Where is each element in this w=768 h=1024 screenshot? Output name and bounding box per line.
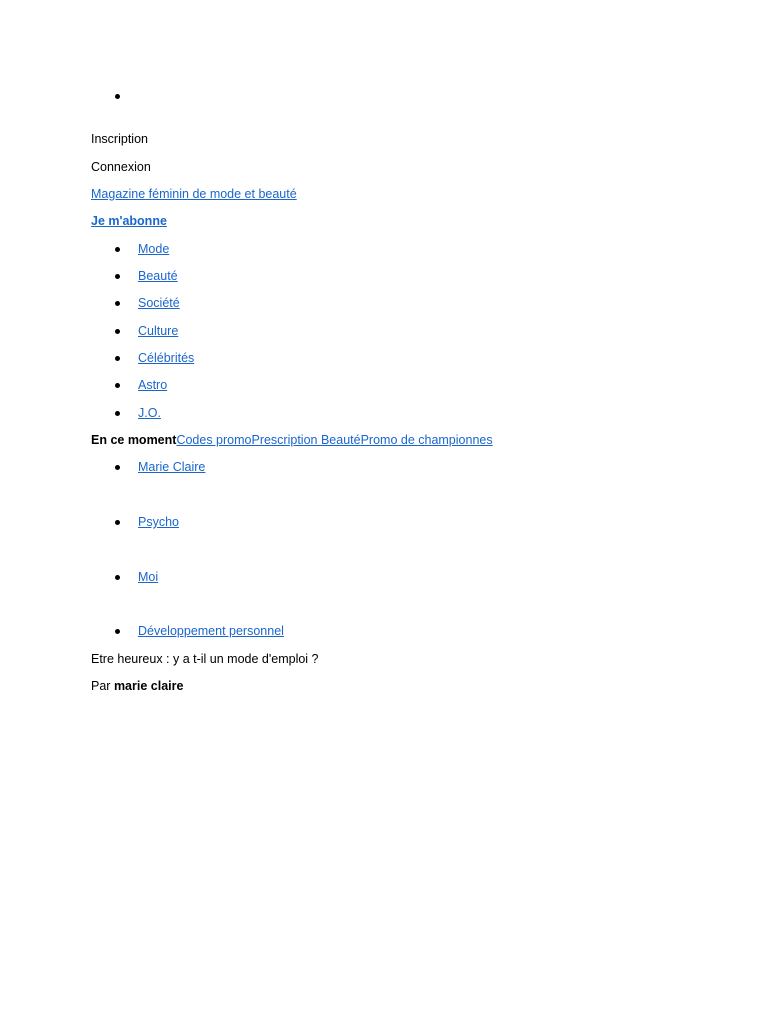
nav-link-celebrites[interactable]: Célébrités bbox=[138, 351, 195, 365]
bullet-icon bbox=[115, 247, 120, 252]
nav-link-astro[interactable]: Astro bbox=[138, 378, 168, 392]
breadcrumb-link-psycho[interactable]: Psycho bbox=[138, 515, 179, 529]
breadcrumb-link-developpement-personnel[interactable]: Développement personnel bbox=[138, 624, 284, 638]
nav-link-culture[interactable]: Culture bbox=[138, 324, 179, 338]
login-link[interactable]: Connexion bbox=[91, 160, 151, 174]
bullet-icon bbox=[115, 329, 120, 334]
trending-link-codes-promo[interactable]: Codes promo bbox=[176, 433, 252, 447]
article-title: Etre heureux : y a t-il un mode d'emploi ? bbox=[91, 652, 319, 666]
subscribe-link[interactable]: Je m'abonne bbox=[91, 214, 167, 228]
trending-label: En ce moment bbox=[91, 433, 177, 447]
bullet-icon bbox=[115, 411, 120, 416]
trending-bar bbox=[91, 432, 493, 448]
byline-prefix: Par bbox=[91, 679, 111, 693]
nav-link-mode[interactable]: Mode bbox=[138, 242, 170, 256]
signup-link[interactable]: Inscription bbox=[91, 132, 148, 146]
bullet-icon bbox=[115, 465, 120, 470]
bullet-icon bbox=[115, 520, 120, 525]
trending-link-prescription-beaute[interactable]: Prescription Beauté bbox=[251, 433, 361, 447]
bullet-icon bbox=[115, 94, 120, 99]
nav-link-beaute[interactable]: Beauté bbox=[138, 269, 178, 283]
bullet-icon bbox=[115, 629, 120, 634]
site-tagline-link[interactable]: Magazine féminin de mode et beauté bbox=[91, 187, 297, 201]
trending-link-promo-championnes[interactable]: Promo de championnes bbox=[360, 433, 493, 447]
bullet-icon bbox=[115, 383, 120, 388]
bullet-icon bbox=[115, 356, 120, 361]
bullet-icon bbox=[115, 575, 120, 580]
article-byline bbox=[91, 678, 183, 694]
nav-link-jo[interactable]: J.O. bbox=[138, 406, 161, 420]
breadcrumb-link-moi[interactable]: Moi bbox=[138, 570, 159, 584]
nav-link-societe[interactable]: Société bbox=[138, 296, 180, 310]
bullet-icon bbox=[115, 301, 120, 306]
breadcrumb-link-marie-claire[interactable]: Marie Claire bbox=[138, 460, 206, 474]
article-author[interactable]: marie claire bbox=[113, 679, 184, 693]
bullet-icon bbox=[115, 274, 120, 279]
